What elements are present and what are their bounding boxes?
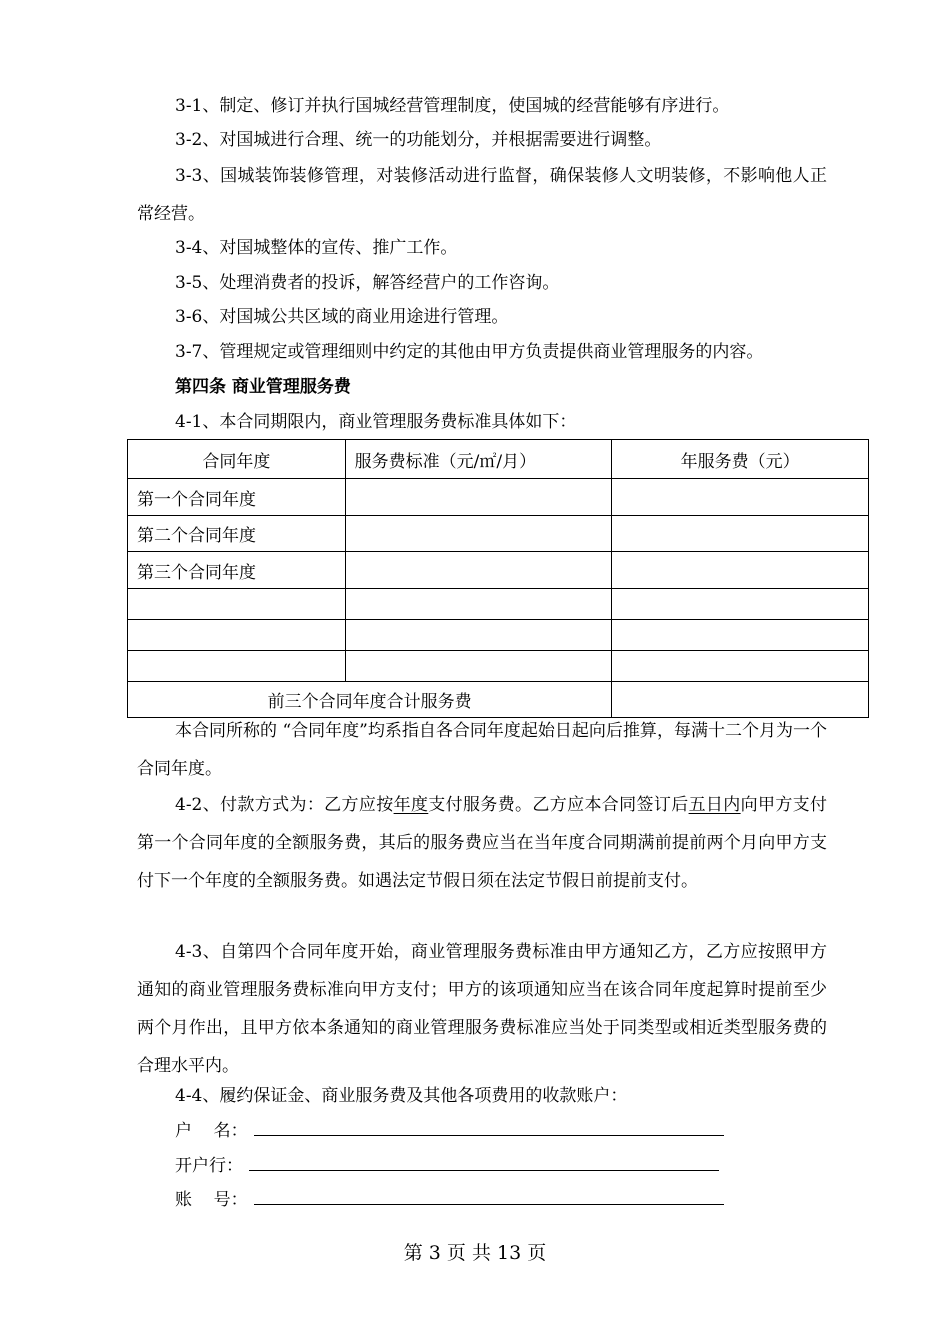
account-name-label: 户 名：: [175, 1121, 248, 1141]
row-fee-standard: [345, 552, 612, 589]
clause-4-3: 4-3、自第四个合同年度开始，商业管理服务费标准由甲方通知乙方，乙方应按照甲方通知的商业管理服务费标准向甲方支付；甲方的该项通知应当在该合同年度起算时提前至少两个月作出，且甲方依本条通知的商业管理服务费标准应当处于同类型或相近类型服务费的合理水平内。: [137, 942, 827, 1076]
page-number-footer: 第 3 页 共 13 页: [403, 1242, 547, 1264]
article-4-heading: 第四条 商业管理服务费: [175, 377, 351, 397]
row-year-label: [128, 620, 346, 651]
table-row: [128, 479, 869, 516]
clause-3-7: 3-7、管理规定或管理细则中约定的其他由甲方负责提供商业管理服务的内容。: [175, 342, 764, 362]
clause-3-5: 3-5、处理消费者的投诉，解答经营户的工作咨询。: [175, 273, 560, 293]
clause-4-2-part3: 向甲方支付第一个合同年度的全额服务费，其后的服务费应当在当年度合同期满前提前两个月向甲方支付下一个年度的全额服务费。如遇法定节假日须在法定节假日前提前支付。: [137, 795, 828, 891]
clause-3-4: 3-4、对国城整体的宣传、推广工作。: [175, 238, 458, 258]
clause-4-2-part2: 支付服务费。乙方应本合同签订后: [428, 795, 689, 815]
row-annual-fee: [612, 516, 869, 552]
row-year-label: 第三个合同年度: [128, 552, 346, 589]
service-fee-table: [127, 439, 869, 718]
row-annual-fee: [612, 589, 869, 620]
header-contract-year: 合同年度: [128, 440, 346, 479]
contract-year-note: 本合同所称的 “合同年度”均系指自各合同年度起始日起向后推算，每满十二个月为一个合同年度。: [137, 721, 827, 779]
table-row: [128, 651, 869, 682]
row-year-label: [128, 651, 346, 682]
row-year-label: 第二个合同年度: [128, 516, 346, 552]
account-name-row: [175, 1114, 724, 1148]
table-header-row: [128, 440, 869, 479]
header-annual-fee: 年服务费（元）: [612, 440, 869, 479]
bank-row: [175, 1149, 719, 1183]
account-number-blank[interactable]: [254, 1188, 724, 1205]
clause-3-2: 3-2、对国城进行合理、统一的功能划分，并根据需要进行调整。: [175, 130, 662, 150]
clause-4-1: 4-1、本合同期限内，商业管理服务费标准具体如下：: [175, 412, 577, 432]
bank-blank[interactable]: [249, 1154, 719, 1171]
bank-label: 开户行：: [175, 1156, 243, 1176]
clause-3-3: 3-3、国城装饰装修管理，对装修活动进行监督，确保装修人文明装修，不影响他人正常经营。: [137, 166, 827, 224]
clause-4-2-part1: 4-2、付款方式为：乙方应按: [175, 795, 394, 815]
account-name-blank[interactable]: [254, 1119, 724, 1136]
row-year-label: [128, 589, 346, 620]
row-fee-standard: [345, 516, 612, 552]
row-fee-standard: [345, 651, 612, 682]
table-row: [128, 589, 869, 620]
header-fee-standard: 服务费标准（元/㎡/月）: [345, 440, 612, 479]
row-fee-standard: [345, 620, 612, 651]
row-year-label: 第一个合同年度: [128, 479, 346, 516]
payment-deadline-underlined: 五日内: [688, 795, 741, 815]
row-annual-fee: [612, 479, 869, 516]
row-annual-fee: [612, 620, 869, 651]
account-number-label: 账 号：: [175, 1190, 248, 1210]
table-row: [128, 516, 869, 552]
row-annual-fee: [612, 651, 869, 682]
clause-4-2: [137, 786, 827, 900]
row-fee-standard: [345, 589, 612, 620]
table-row: [128, 552, 869, 589]
clause-3-1: 3-1、制定、修订并执行国城经营管理制度，使国城的经营能够有序进行。: [175, 96, 730, 116]
payment-period-underlined: 年度: [393, 795, 429, 815]
clause-4-4: 4-4、履约保证金、商业服务费及其他各项费用的收款账户：: [175, 1086, 628, 1106]
row-annual-fee: [612, 552, 869, 589]
account-number-row: [175, 1183, 724, 1217]
row-fee-standard: [345, 479, 612, 516]
table-row: [128, 620, 869, 651]
clause-3-6: 3-6、对国城公共区域的商业用途进行管理。: [175, 307, 509, 327]
total-fee-label: 前三个合同年度合计服务费: [128, 682, 612, 718]
